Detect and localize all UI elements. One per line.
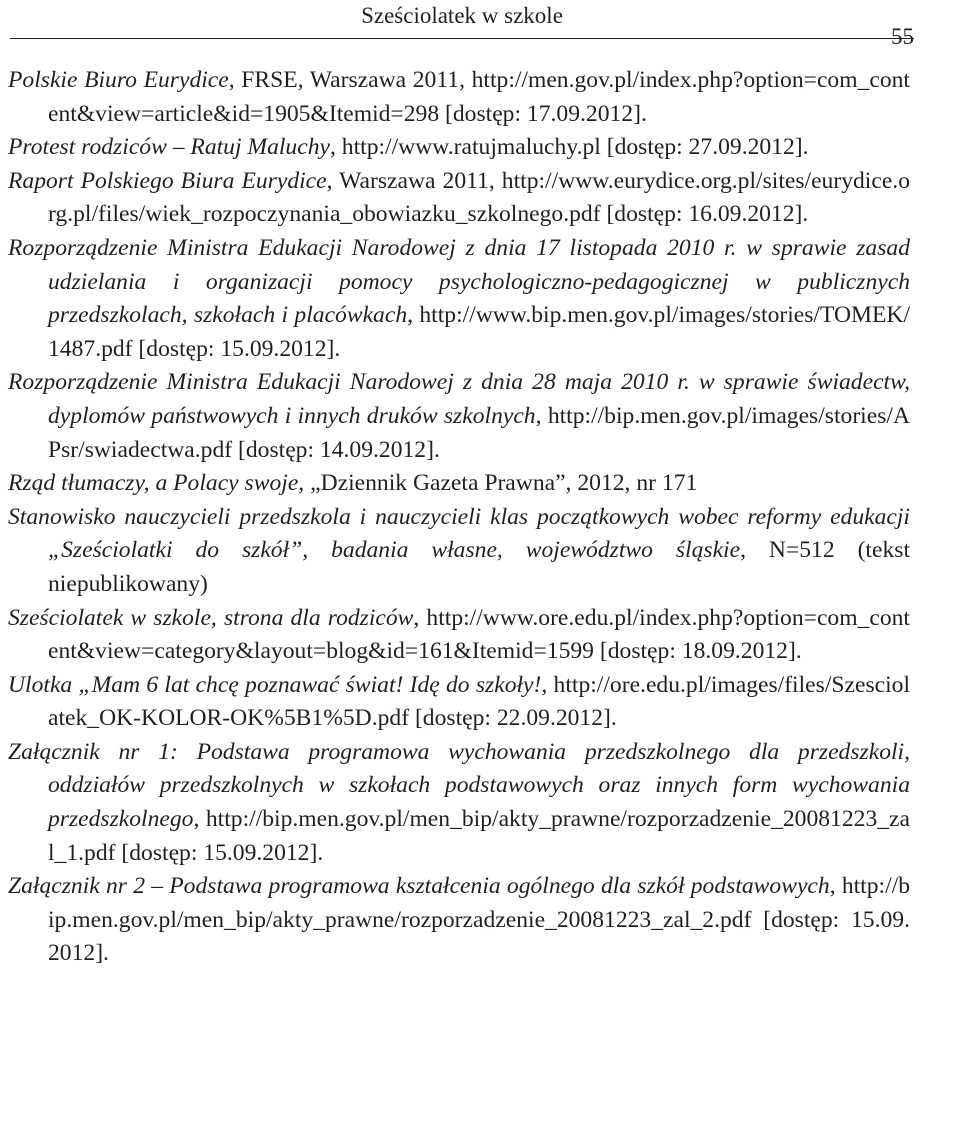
entry-details: , http://bip.men.gov.pl/images/stories/APsr/swiadectwa.pdf [dostęp: 14.09.2012]. bbox=[48, 402, 910, 463]
page-number: 55 bbox=[891, 24, 914, 49]
entry-details: , Warszawa 2011, http://www.eurydice.org.pl/sites/eurydice.org.pl/files/wiek_rozpoczynania_obowiazku_szkolnego.pdf [dostęp: 16.09.2012]. bbox=[48, 167, 910, 228]
bibliography-list bbox=[8, 64, 910, 971]
entry-details: , http://bip.men.gov.pl/men_bip/akty_prawne/rozporzadzenie_20081223_zal_2.pdf [dostęp: 15.09.2012]. bbox=[48, 873, 911, 967]
bibliography-entry-zalacznik-1 bbox=[8, 736, 910, 870]
entry-title: Rząd tłumaczy, a Polacy swoje bbox=[8, 470, 299, 497]
bibliography-entry-protest-rodzicow bbox=[8, 131, 910, 165]
running-header bbox=[10, 0, 914, 49]
running-title: Sześciolatek w szkole bbox=[361, 3, 563, 28]
entry-details: , http://bip.men.gov.pl/men_bip/akty_prawne/rozporzadzenie_20081223_zal_1.pdf [dostęp: 15.09.2012]. bbox=[48, 806, 910, 866]
entry-title: Rozporządzenie Ministra Edukacji Narodowej z dnia 17 listopada 2010 r. w sprawie zasad udzielania i organizacji pomocy psychologiczno-pedagogicznej w publicznych przedszkolach, szkołach i placówkach bbox=[8, 234, 910, 329]
entry-title: Raport Polskiego Biura Eurydice bbox=[8, 167, 327, 194]
bibliography-entry-ulotka bbox=[8, 669, 910, 736]
bibliography-entry-rozporzadzenie-listopad bbox=[8, 232, 910, 366]
entry-details: , http://www.bip.men.gov.pl/images/stories/TOMEK/1487.pdf [dostęp: 15.09.2012]. bbox=[48, 302, 910, 362]
bibliography-entry-stanowisko-nauczycieli bbox=[8, 501, 910, 602]
entry-title: Ulotka „Mam 6 lat chcę poznawać świat! Idę do szkoły! bbox=[8, 671, 542, 698]
entry-title: Załącznik nr 1: Podstawa programowa wychowania przedszkolnego dla przedszkoli, oddziałów przedszkolnych w szkołach podstawowych oraz innych form wychowania przedszkolnego bbox=[8, 738, 910, 833]
bibliography-entry-zalacznik-2 bbox=[8, 870, 910, 971]
entry-title: Stanowisko nauczycieli przedszkola i nauczycieli klas początkowych wobec reformy edukacji „Sześciolatki do szkół”, badania własne, województwo śląskie bbox=[8, 503, 910, 564]
entry-details: , http://ore.edu.pl/images/files/Szesciolatek_OK-KOLOR-OK%5B1%5D.pdf [dostęp: 22.09.2012]. bbox=[48, 671, 911, 732]
entry-title: Polskie Biuro Eurydice bbox=[8, 67, 229, 93]
entry-details: , FRSE, Warszawa 2011, http://men.gov.pl/index.php?option=com_content&view=article&id=1905&Itemid=298 [dostęp: 17.09.2012]. bbox=[48, 67, 910, 127]
bibliography-entry-szesciolatek-strona bbox=[8, 602, 910, 669]
entry-title: Protest rodziców – Ratuj Maluchy bbox=[8, 134, 330, 161]
bibliography-entry-eurydice-biuro bbox=[8, 64, 910, 131]
entry-title: Sześciolatek w szkole, strona dla rodziców bbox=[8, 604, 414, 631]
bibliography-entry-rzad-tlumaczy bbox=[8, 467, 910, 501]
entry-title: Załącznik nr 2 – Podstawa programowa kształcenia ogólnego dla szkół podstawowych bbox=[8, 873, 830, 900]
bibliography-entry-rozporzadzenie-maj bbox=[8, 366, 910, 467]
entry-details: , http://www.ratujmaluchy.pl [dostęp: 27.09.2012]. bbox=[329, 134, 809, 161]
bibliography-entry-raport-eurydice bbox=[8, 165, 910, 232]
entry-details: , N=512 (tekst niepublikowany) bbox=[48, 537, 910, 597]
entry-details: , „Dziennik Gazeta Prawna”, 2012, nr 171 bbox=[298, 470, 698, 497]
entry-details: , http://www.ore.edu.pl/index.php?option=com_content&view=category&layout=blog&id=161&Itemid=1599 [dostęp: 18.09.2012]. bbox=[48, 604, 910, 665]
entry-title: Rozporządzenie Ministra Edukacji Narodowej z dnia 28 maja 2010 r. w sprawie świadectw, dyplomów państwowych i innych druków szkolnych bbox=[8, 369, 910, 429]
